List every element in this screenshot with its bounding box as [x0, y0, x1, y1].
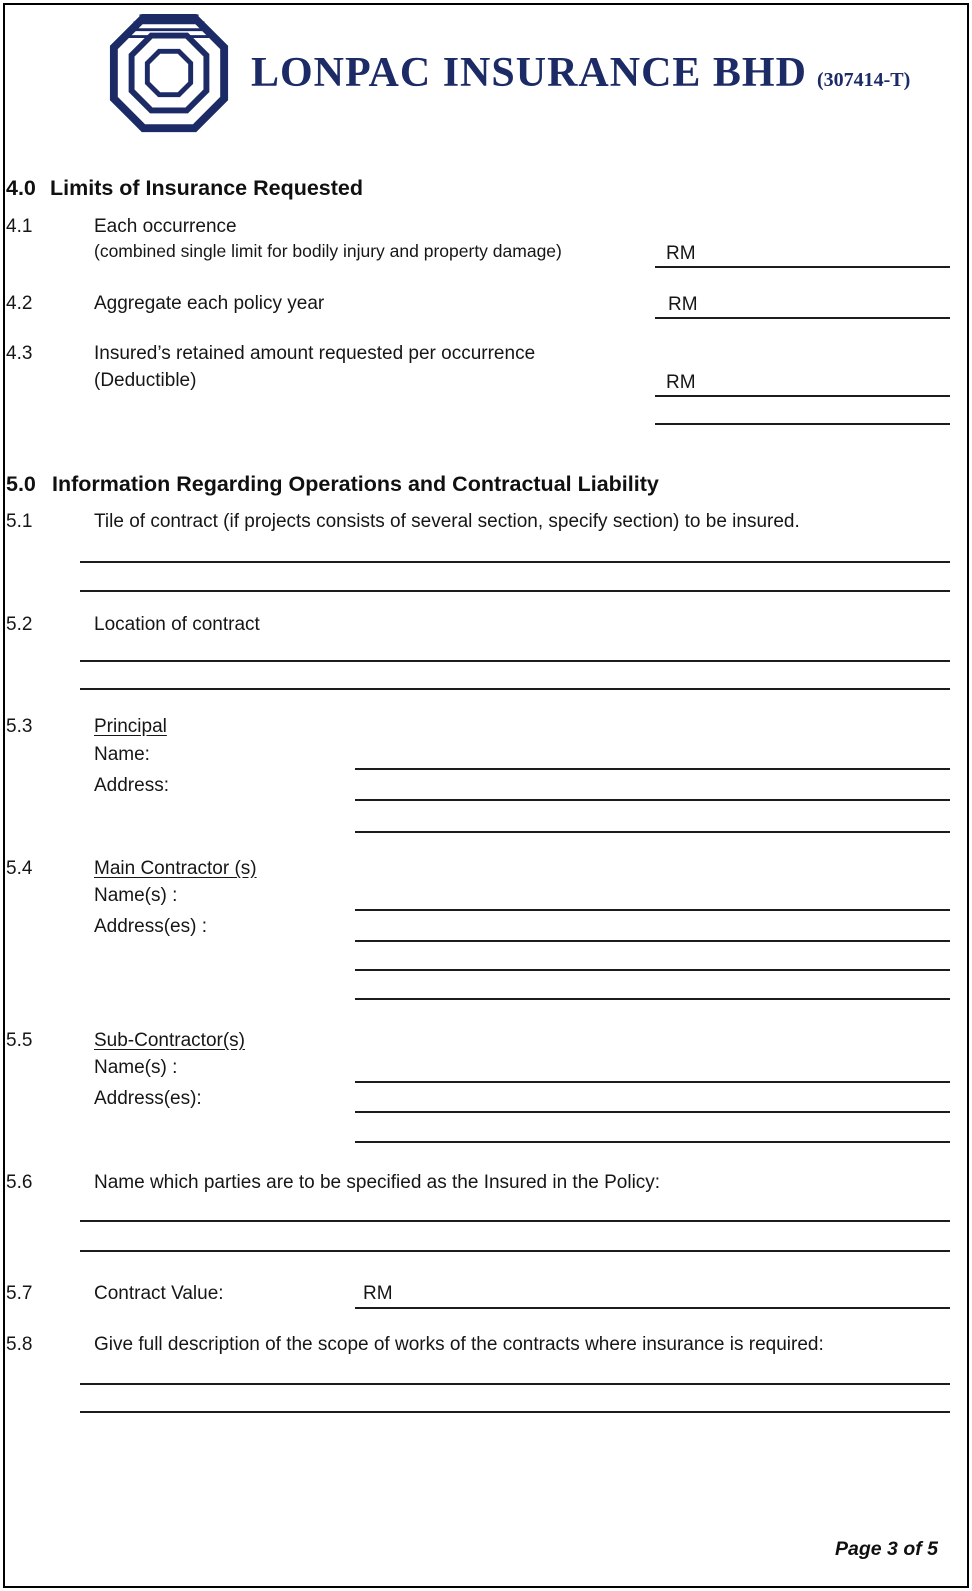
- item-4-1-number: 4.1: [6, 216, 33, 237]
- input-line-5-3b: [355, 799, 950, 801]
- item-5-6-label: Name which parties are to be specified as the Insured in the Policy:: [94, 1172, 661, 1193]
- input-line-5-6a: [80, 1220, 950, 1222]
- item-5-6-number: 5.6: [6, 1172, 33, 1193]
- section4-title: Limits of Insurance Requested: [50, 176, 364, 200]
- item-5-8-number: 5.8: [6, 1334, 33, 1355]
- item-4-2-label: Aggregate each policy year: [94, 293, 325, 314]
- item-5-3-address-label: Address:: [94, 775, 169, 796]
- input-line-5-5b: [355, 1111, 950, 1113]
- item-5-3-name-label: Name:: [94, 744, 150, 765]
- item-4-2-number: 4.2: [6, 293, 33, 314]
- input-line-4-2: [655, 317, 950, 319]
- section5-title: Information Regarding Operations and Contractual Liability: [52, 472, 659, 496]
- item-5-2-label: Location of contract: [94, 614, 260, 635]
- item-5-7-currency-label: RM: [363, 1283, 393, 1304]
- input-line-4-1: [655, 266, 950, 268]
- item-5-4-number: 5.4: [6, 858, 33, 879]
- item-4-1-sublabel: (combined single limit for bodily injury and property damage): [94, 241, 562, 261]
- section5-number: 5.0: [6, 472, 36, 496]
- input-line-5-6b: [80, 1250, 950, 1252]
- item-4-1-label: Each occurrence: [94, 216, 237, 237]
- input-line-5-4c: [355, 969, 950, 971]
- item-4-3-currency-label: RM: [666, 372, 696, 393]
- company-registration-number: (307414-T): [816, 69, 911, 91]
- item-4-3-label: Insured’s retained amount requested per occurrence: [94, 343, 536, 364]
- brand-block: [251, 49, 910, 97]
- item-5-2-number: 5.2: [6, 614, 33, 635]
- item-5-5-number: 5.5: [6, 1030, 33, 1051]
- page-number-indicator: Page 3 of 5: [835, 1538, 938, 1560]
- input-line-5-3a: [355, 768, 950, 770]
- input-line-5-8b: [80, 1411, 950, 1413]
- item-5-8-label: Give full description of the scope of works of the contracts where insurance is required:: [94, 1334, 824, 1355]
- input-line-5-3c: [355, 831, 950, 833]
- item-4-1-currency-label: RM: [666, 243, 696, 264]
- input-line-5-5a: [355, 1081, 950, 1083]
- item-5-1-number: 5.1: [6, 511, 33, 532]
- item-5-4-label: Main Contractor (s): [94, 858, 257, 879]
- input-line-5-2b: [80, 688, 950, 690]
- lonpac-logo-icon: [103, 10, 235, 136]
- company-name: LONPAC INSURANCE BHD: [251, 50, 807, 96]
- header: [103, 10, 910, 136]
- input-line-4-3a: [655, 395, 950, 397]
- item-5-7-label: Contract Value:: [94, 1283, 224, 1304]
- input-line-5-1b: [80, 590, 950, 592]
- item-5-4-address-label: Address(es) :: [94, 916, 207, 937]
- input-line-5-4d: [355, 998, 950, 1000]
- input-line-5-5c: [355, 1141, 950, 1143]
- input-line-5-1a: [80, 561, 950, 563]
- input-line-5-2a: [80, 660, 950, 662]
- item-5-5-address-label: Address(es):: [94, 1088, 202, 1109]
- item-4-3-sublabel: (Deductible): [94, 370, 197, 391]
- input-line-5-8a: [80, 1383, 950, 1385]
- item-4-2-currency-label: RM: [668, 294, 698, 315]
- item-5-3-number: 5.3: [6, 716, 33, 737]
- item-5-5-label: Sub-Contractor(s): [94, 1030, 245, 1051]
- input-line-5-4a: [355, 909, 950, 911]
- input-line-5-4b: [355, 940, 950, 942]
- item-5-4-name-label: Name(s) :: [94, 885, 178, 906]
- item-4-3-number: 4.3: [6, 343, 33, 364]
- item-5-5-name-label: Name(s) :: [94, 1057, 178, 1078]
- item-5-7-number: 5.7: [6, 1283, 33, 1304]
- item-5-3-label: Principal: [94, 716, 167, 737]
- input-line-4-3b: [655, 423, 950, 425]
- item-5-1-label: Tile of contract (if projects consists of several section, specify section) to be insured.: [94, 511, 800, 532]
- input-line-5-7: [355, 1307, 950, 1309]
- section4-number: 4.0: [6, 176, 36, 200]
